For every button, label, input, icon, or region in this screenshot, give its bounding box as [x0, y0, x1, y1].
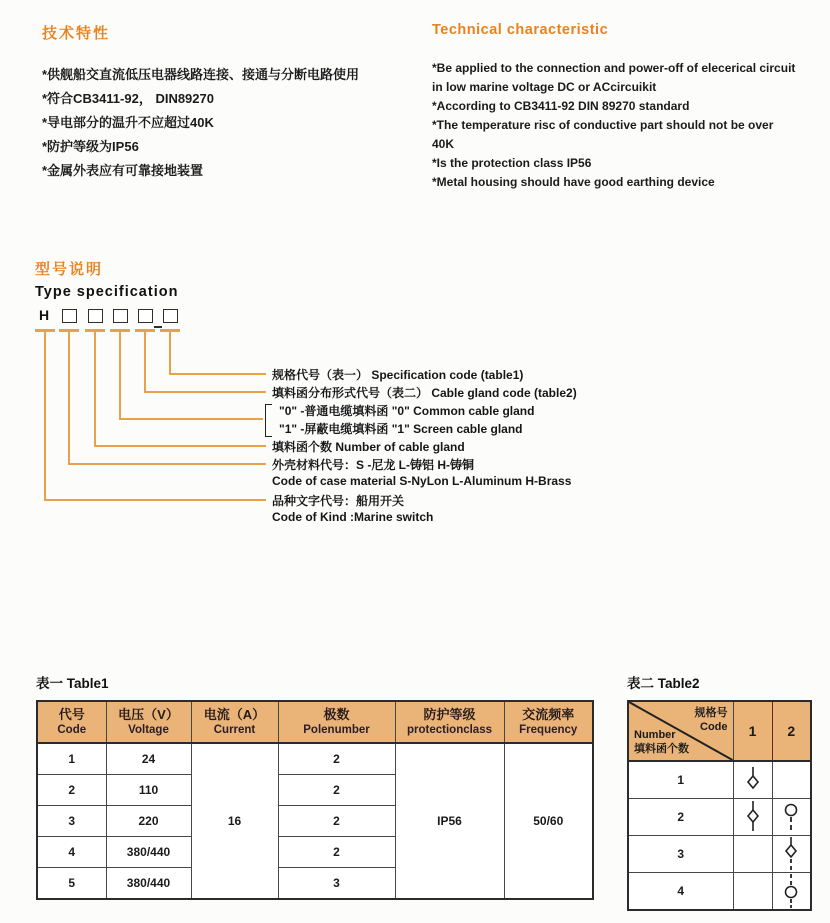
code-cell: 4	[37, 837, 106, 868]
poles-cell: 2	[278, 775, 395, 806]
poles-cell: 3	[278, 868, 395, 900]
code-cell: 1	[37, 743, 106, 775]
tech-en-line: 40K	[432, 137, 455, 151]
tech-en-line-list	[432, 59, 824, 192]
option-bracket	[265, 404, 272, 437]
table2-row	[628, 873, 811, 911]
current-cell-merged: 16	[191, 743, 278, 899]
tech-en-title: Technical characteristic	[432, 22, 609, 38]
gland-symbol-diamond-stem-top-dashes-bottom	[783, 837, 799, 871]
spec-label-gland-count: 填料函个数 Number of cable gland	[272, 440, 465, 454]
table1-section	[36, 672, 594, 900]
spec-label-option-0: "0" -普通电缆填料函 "0" Common cable gland	[279, 404, 535, 418]
spec-label-case-material-zh: 外壳材料代号：S -尼龙 L-铸铝 H-铸铜	[272, 458, 474, 472]
spec-label-kind-en: Code of Kind :Marine switch	[272, 510, 434, 524]
gland-symbol-diamond-stem-top	[745, 766, 761, 794]
row-label: 2	[628, 799, 733, 836]
table2-row	[628, 761, 811, 799]
gland-cell	[772, 873, 811, 911]
col-header-spec-2: 2	[772, 701, 811, 761]
tech-en-line: *Metal housing should have good earthing device	[432, 175, 715, 189]
tech-en-line: *According to CB3411-92 DIN 89270 standard	[432, 99, 690, 113]
col-header-protectionclass: 防护等级 protectionclass	[395, 701, 504, 743]
type-spec-title-zh: 型号说明	[35, 261, 104, 278]
gland-cell	[772, 836, 811, 873]
code-cell: 5	[37, 868, 106, 900]
col-header-frequency: 交流频率 Frequency	[504, 701, 593, 743]
tech-en-line: *Is the protection class IP56	[432, 156, 592, 170]
spec-label-case-material-en: Code of case material S-NyLon L-Aluminum H-Brass	[272, 474, 572, 488]
frequency-cell-merged: 50/60	[504, 743, 593, 899]
model-code-diagram	[35, 306, 815, 542]
gland-cell	[772, 799, 811, 836]
model-prefix: H	[39, 307, 50, 323]
table1	[36, 700, 594, 900]
corner-label-code: 规格号 Code	[694, 707, 728, 733]
voltage-cell: 110	[106, 775, 191, 806]
table2-row	[628, 836, 811, 873]
spec-label-cable-gland-code: 填料函分布形式代号（表二） Cable gland code (table2)	[272, 386, 577, 400]
table2	[627, 700, 812, 911]
poles-cell: 2	[278, 743, 395, 775]
tech-characteristics-en-section	[432, 22, 824, 192]
tech-zh-title: 技术特性	[42, 25, 111, 42]
col-header-polenumber: 极数 Polenumber	[278, 701, 395, 743]
poles-cell: 2	[278, 806, 395, 837]
col-header-spec-1: 1	[733, 701, 772, 761]
poles-cell: 2	[278, 837, 395, 868]
gland-cell-empty	[733, 873, 772, 911]
voltage-cell: 24	[106, 743, 191, 775]
col-header-code: 代号 Code	[37, 701, 106, 743]
spec-label-kind-zh: 品种文字代号：船用开关	[272, 494, 405, 508]
tech-en-line: in low marine voltage DC or ACcircuikit	[432, 80, 657, 94]
row-label: 4	[628, 873, 733, 911]
tech-zh-bullet: *金属外表应有可靠接地装置	[42, 163, 204, 178]
table2-header-row	[628, 701, 811, 761]
gland-cell	[733, 761, 772, 799]
row-label: 1	[628, 761, 733, 799]
tech-zh-bullet: *导电部分的温升不应超过40K	[42, 115, 214, 130]
tech-en-line: *Be applied to the connection and power-off of elecerical circuit	[432, 61, 796, 75]
gland-cell-empty	[733, 836, 772, 873]
col-header-voltage: 电压（V） Voltage	[106, 701, 191, 743]
gland-symbol-diamond-stem-top-bottom	[745, 801, 761, 833]
type-specification-section	[35, 258, 178, 300]
row-label: 3	[628, 836, 733, 873]
type-spec-title-en: Type specification	[35, 284, 179, 300]
tech-en-line: *The temperature risc of conductive part should not be over	[432, 118, 774, 132]
tech-characteristics-zh-section	[42, 22, 434, 183]
table2-title: 表二 Table2	[627, 676, 700, 691]
table1-row	[37, 743, 593, 775]
table2-section	[627, 672, 812, 911]
voltage-cell: 220	[106, 806, 191, 837]
tech-zh-bullet: *供舰船交直流低压电器线路连接、接通与分断电路使用	[42, 67, 360, 82]
voltage-cell: 380/440	[106, 837, 191, 868]
tech-zh-bullet: *符合CB3411-92， DIN89270	[42, 91, 214, 106]
gland-symbol-circle-dashes-bottom	[783, 802, 799, 832]
spec-label-option-1: "1" -屏蔽电缆填料函 "1" Screen cable gland	[279, 422, 523, 436]
gland-cell	[733, 799, 772, 836]
tech-zh-bullet-list	[42, 63, 434, 183]
tech-zh-bullet: *防护等级为IP56	[42, 139, 139, 154]
table1-title: 表一 Table1	[36, 676, 109, 691]
spec-label-specification-code: 规格代号（表一） Specification code (table1)	[272, 368, 524, 382]
table1-header-row	[37, 701, 593, 743]
col-header-current: 电流（A） Current	[191, 701, 278, 743]
gland-cell-empty	[772, 761, 811, 799]
table2-row	[628, 799, 811, 836]
code-cell: 2	[37, 775, 106, 806]
diagonal-header-cell	[628, 701, 733, 761]
protection-cell-merged: IP56	[395, 743, 504, 899]
gland-symbol-circle-dashes-top-bottom	[783, 874, 799, 908]
voltage-cell: 380/440	[106, 868, 191, 900]
code-cell: 3	[37, 806, 106, 837]
corner-label-number: Number 填料函个数	[634, 729, 689, 755]
